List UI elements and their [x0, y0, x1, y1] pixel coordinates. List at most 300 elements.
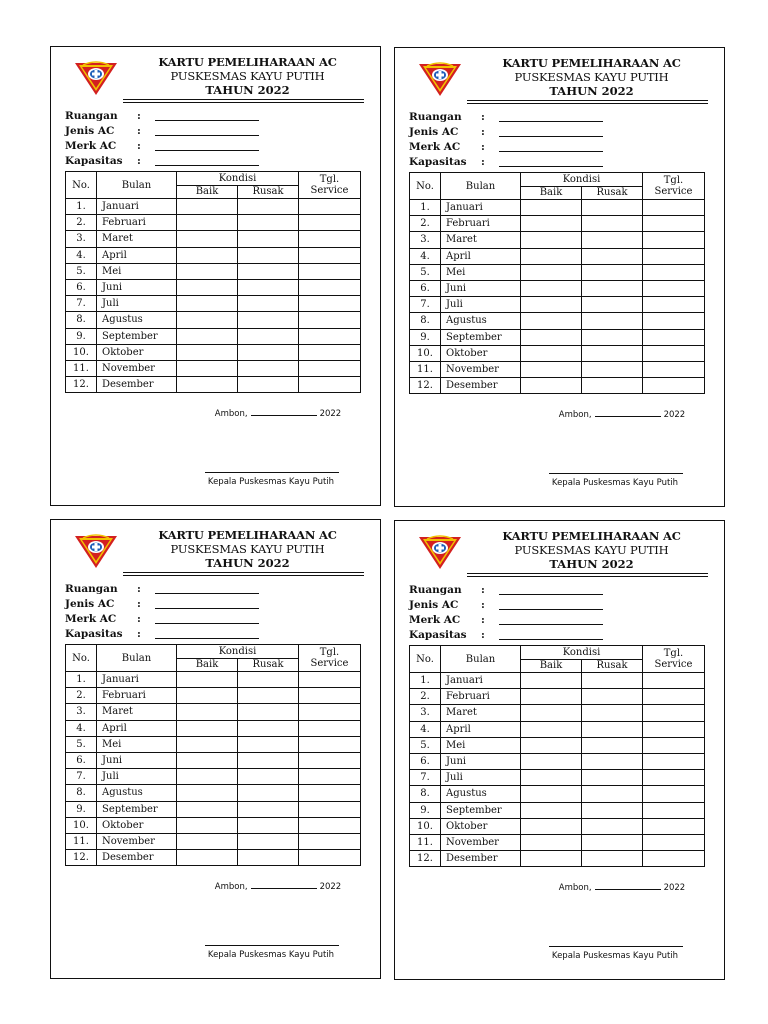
cell-baik[interactable] — [521, 248, 582, 264]
cell-tgl-service[interactable] — [299, 785, 361, 801]
cell-tgl-service[interactable] — [299, 215, 361, 231]
row-number: 7. — [66, 296, 97, 312]
cell-baik[interactable] — [521, 737, 582, 753]
cell-tgl-service[interactable] — [643, 280, 705, 296]
cell-baik[interactable] — [521, 280, 582, 296]
cell-tgl-service[interactable] — [643, 818, 705, 834]
cell-tgl-service[interactable] — [643, 200, 705, 216]
cell-tgl-service[interactable] — [643, 834, 705, 850]
table-row — [410, 216, 705, 232]
cell-baik[interactable] — [177, 360, 238, 376]
cell-baik[interactable] — [521, 834, 582, 850]
cell-rusak[interactable] — [238, 769, 299, 785]
cell-tgl-service[interactable] — [299, 360, 361, 376]
cell-tgl-service[interactable] — [299, 801, 361, 817]
row-number: 3. — [410, 705, 441, 721]
date-blank-line[interactable] — [251, 880, 317, 889]
cell-rusak[interactable] — [238, 785, 299, 801]
cell-rusak[interactable] — [238, 231, 299, 247]
row-number: 5. — [66, 736, 97, 752]
col-header-tgl-service — [643, 173, 705, 200]
row-month: Desember — [441, 851, 521, 867]
cell-tgl-service[interactable] — [643, 264, 705, 280]
cell-baik[interactable] — [177, 752, 238, 768]
col-header-tgl: Tgl. — [319, 174, 340, 185]
cell-rusak[interactable] — [582, 313, 643, 329]
row-number: 6. — [66, 279, 97, 295]
cell-rusak[interactable] — [238, 199, 299, 215]
place-label: Ambon, — [558, 410, 592, 420]
info-fields — [409, 110, 709, 170]
cell-baik[interactable] — [521, 200, 582, 216]
cell-tgl-service[interactable] — [299, 672, 361, 688]
row-month: April — [97, 247, 177, 263]
cell-rusak[interactable] — [238, 736, 299, 752]
cell-baik[interactable] — [177, 769, 238, 785]
field-colon: : — [137, 155, 141, 167]
cell-baik[interactable] — [521, 329, 582, 345]
cell-baik[interactable] — [521, 689, 582, 705]
col-header-no: No. — [66, 172, 97, 199]
maintenance-table — [409, 172, 705, 394]
field-label: Ruangan — [409, 111, 462, 123]
cell-tgl-service[interactable] — [299, 231, 361, 247]
cell-rusak[interactable] — [238, 279, 299, 295]
cell-baik[interactable] — [521, 770, 582, 786]
row-month: Februari — [97, 215, 177, 231]
field-blank-line[interactable] — [499, 639, 603, 640]
cell-baik[interactable] — [521, 297, 582, 313]
row-number: 5. — [66, 263, 97, 279]
card-year: TAHUN 2022 — [549, 84, 634, 98]
cell-baik[interactable] — [521, 705, 582, 721]
maintenance-table — [65, 644, 361, 866]
row-month: September — [441, 329, 521, 345]
cell-baik[interactable] — [177, 231, 238, 247]
field-blank-line[interactable] — [155, 608, 259, 609]
card-title: KARTU PEMELIHARAAN AC — [158, 528, 337, 542]
row-month: Juli — [97, 296, 177, 312]
signature-line[interactable] — [549, 946, 683, 947]
cell-rusak[interactable] — [582, 673, 643, 689]
card-subtitle: PUSKESMAS KAYU PUTIH — [170, 69, 325, 83]
cell-baik[interactable] — [177, 199, 238, 215]
field-label: Jenis AC — [65, 125, 115, 137]
cell-rusak[interactable] — [582, 786, 643, 802]
row-number: 8. — [410, 786, 441, 802]
cell-tgl-service[interactable] — [643, 313, 705, 329]
signature-line[interactable] — [549, 473, 683, 474]
field-label: Ruangan — [65, 583, 118, 595]
table-row — [66, 199, 361, 215]
field-colon: : — [137, 583, 141, 595]
table-body — [66, 672, 361, 866]
field-kapasitas — [65, 627, 365, 642]
cell-tgl-service[interactable] — [299, 720, 361, 736]
row-number: 11. — [66, 833, 97, 849]
row-month: Januari — [97, 199, 177, 215]
col-header-no: No. — [410, 173, 441, 200]
signature-place-date — [203, 407, 353, 419]
col-header-rusak: Rusak — [582, 659, 643, 673]
cell-tgl-service[interactable] — [643, 753, 705, 769]
field-blank-line[interactable] — [155, 120, 259, 121]
cell-baik[interactable] — [521, 818, 582, 834]
card-title: KARTU PEMELIHARAAN AC — [158, 55, 337, 69]
cell-baik[interactable] — [177, 328, 238, 344]
cell-rusak[interactable] — [582, 232, 643, 248]
cell-baik[interactable] — [521, 232, 582, 248]
field-blank-line[interactable] — [155, 593, 259, 594]
cell-rusak[interactable] — [238, 704, 299, 720]
field-jenis-ac — [409, 598, 709, 613]
cell-baik[interactable] — [177, 377, 238, 393]
col-header-tgl: Tgl. — [319, 647, 340, 658]
cell-rusak[interactable] — [238, 263, 299, 279]
table-row — [66, 736, 361, 752]
col-header-no: No. — [410, 646, 441, 673]
cell-baik[interactable] — [521, 264, 582, 280]
header-divider-thin — [467, 103, 708, 104]
field-blank-line[interactable] — [155, 150, 259, 151]
table-row — [66, 752, 361, 768]
header-divider-thin — [123, 575, 364, 576]
cell-rusak[interactable] — [238, 377, 299, 393]
signature-line[interactable] — [205, 945, 339, 946]
row-month: Desember — [97, 377, 177, 393]
cell-rusak[interactable] — [582, 345, 643, 361]
row-month: Desember — [441, 378, 521, 394]
row-number: 1. — [410, 200, 441, 216]
row-number: 3. — [66, 231, 97, 247]
row-month: Januari — [441, 200, 521, 216]
field-colon: : — [481, 111, 485, 123]
cell-baik[interactable] — [177, 850, 238, 866]
cell-baik[interactable] — [177, 801, 238, 817]
cell-baik[interactable] — [177, 296, 238, 312]
table-row — [66, 850, 361, 866]
cell-rusak[interactable] — [238, 720, 299, 736]
cell-baik[interactable] — [177, 247, 238, 263]
card-year: TAHUN 2022 — [205, 83, 290, 97]
col-header-kondisi: Kondisi — [521, 173, 643, 187]
puskesmas-emblem-icon — [417, 58, 463, 98]
row-month: Juni — [441, 280, 521, 296]
cell-rusak[interactable] — [238, 215, 299, 231]
cell-tgl-service[interactable] — [643, 345, 705, 361]
info-fields — [65, 109, 365, 169]
table-row — [410, 200, 705, 216]
cell-tgl-service[interactable] — [299, 279, 361, 295]
cell-tgl-service[interactable] — [299, 704, 361, 720]
cell-tgl-service[interactable] — [299, 688, 361, 704]
cell-baik[interactable] — [521, 673, 582, 689]
cell-baik[interactable] — [177, 263, 238, 279]
cell-tgl-service[interactable] — [299, 344, 361, 360]
cell-tgl-service[interactable] — [643, 705, 705, 721]
date-blank-line[interactable] — [595, 881, 661, 890]
cell-rusak[interactable] — [238, 817, 299, 833]
cell-rusak[interactable] — [582, 689, 643, 705]
cell-baik[interactable] — [177, 720, 238, 736]
field-ruangan — [65, 582, 365, 597]
cell-rusak[interactable] — [582, 329, 643, 345]
cell-rusak[interactable] — [582, 280, 643, 296]
row-number: 4. — [410, 248, 441, 264]
maintenance-table — [65, 171, 361, 393]
row-month: Mei — [441, 737, 521, 753]
signatory-label: Kepala Puskesmas Kayu Putih — [207, 950, 335, 960]
cell-baik[interactable] — [521, 721, 582, 737]
cell-tgl-service[interactable] — [643, 248, 705, 264]
cell-baik[interactable] — [521, 313, 582, 329]
card-header — [127, 528, 368, 570]
cell-tgl-service[interactable] — [643, 297, 705, 313]
row-number: 12. — [66, 377, 97, 393]
col-header-tgl-service — [299, 172, 361, 199]
field-blank-line[interactable] — [499, 151, 603, 152]
cell-rusak[interactable] — [582, 753, 643, 769]
cell-rusak[interactable] — [238, 833, 299, 849]
row-month: Mei — [441, 264, 521, 280]
date-blank-line[interactable] — [595, 408, 661, 417]
table-row — [410, 329, 705, 345]
col-header-service: Service — [310, 658, 349, 669]
field-colon: : — [481, 141, 485, 153]
cell-tgl-service[interactable] — [643, 232, 705, 248]
row-number: 8. — [66, 785, 97, 801]
cell-baik[interactable] — [177, 704, 238, 720]
col-header-rusak: Rusak — [238, 185, 299, 199]
cell-baik[interactable] — [177, 817, 238, 833]
row-number: 11. — [410, 834, 441, 850]
row-number: 2. — [410, 216, 441, 232]
cell-rusak[interactable] — [582, 378, 643, 394]
field-blank-line[interactable] — [499, 121, 603, 122]
card-subtitle: PUSKESMAS KAYU PUTIH — [514, 70, 669, 84]
cell-tgl-service[interactable] — [643, 851, 705, 867]
cell-rusak[interactable] — [582, 721, 643, 737]
table-row — [66, 312, 361, 328]
row-month: Mei — [97, 736, 177, 752]
row-number: 12. — [66, 850, 97, 866]
cell-rusak[interactable] — [238, 850, 299, 866]
field-blank-line[interactable] — [155, 638, 259, 639]
cell-baik[interactable] — [177, 672, 238, 688]
cell-rusak[interactable] — [582, 705, 643, 721]
cell-rusak[interactable] — [582, 802, 643, 818]
cell-tgl-service[interactable] — [299, 736, 361, 752]
table-row — [66, 720, 361, 736]
cell-tgl-service[interactable] — [299, 752, 361, 768]
info-fields — [65, 582, 365, 642]
signature-place-date — [547, 408, 697, 420]
cell-tgl-service[interactable] — [299, 817, 361, 833]
row-number: 7. — [410, 770, 441, 786]
field-blank-line[interactable] — [155, 135, 259, 136]
row-number: 6. — [66, 752, 97, 768]
field-blank-line[interactable] — [499, 594, 603, 595]
field-blank-line[interactable] — [499, 609, 603, 610]
cell-baik[interactable] — [521, 345, 582, 361]
field-blank-line[interactable] — [499, 624, 603, 625]
cell-baik[interactable] — [521, 802, 582, 818]
table-row — [410, 378, 705, 394]
cell-tgl-service[interactable] — [643, 737, 705, 753]
cell-rusak[interactable] — [582, 737, 643, 753]
cell-rusak[interactable] — [582, 770, 643, 786]
cell-tgl-service[interactable] — [643, 378, 705, 394]
place-year: 2022 — [663, 883, 686, 893]
cell-baik[interactable] — [177, 688, 238, 704]
signature-line[interactable] — [205, 472, 339, 473]
field-blank-line[interactable] — [155, 165, 259, 166]
date-blank-line[interactable] — [251, 407, 317, 416]
cell-rusak[interactable] — [582, 851, 643, 867]
table-row — [66, 328, 361, 344]
cell-tgl-service[interactable] — [643, 786, 705, 802]
cell-tgl-service[interactable] — [299, 296, 361, 312]
field-ruangan — [409, 583, 709, 598]
card-header — [471, 56, 712, 98]
cell-tgl-service[interactable] — [643, 721, 705, 737]
cell-rusak[interactable] — [582, 216, 643, 232]
row-number: 6. — [410, 280, 441, 296]
cell-baik[interactable] — [177, 833, 238, 849]
field-blank-line[interactable] — [499, 166, 603, 167]
table-row — [66, 833, 361, 849]
cell-tgl-service[interactable] — [299, 328, 361, 344]
row-month: November — [441, 834, 521, 850]
signatory-label: Kepala Puskesmas Kayu Putih — [551, 478, 679, 488]
row-month: Agustus — [97, 785, 177, 801]
cell-rusak[interactable] — [238, 752, 299, 768]
header-divider-thin — [467, 576, 708, 577]
row-number: 2. — [66, 215, 97, 231]
cell-baik[interactable] — [177, 736, 238, 752]
col-header-rusak: Rusak — [582, 186, 643, 200]
field-blank-line[interactable] — [499, 136, 603, 137]
field-label: Kapasitas — [65, 155, 123, 167]
cell-rusak[interactable] — [582, 361, 643, 377]
cell-rusak[interactable] — [238, 344, 299, 360]
cell-baik[interactable] — [177, 215, 238, 231]
cell-baik[interactable] — [521, 361, 582, 377]
cell-tgl-service[interactable] — [299, 199, 361, 215]
cell-rusak[interactable] — [238, 312, 299, 328]
field-blank-line[interactable] — [155, 623, 259, 624]
cell-tgl-service[interactable] — [643, 329, 705, 345]
row-number: 12. — [410, 851, 441, 867]
puskesmas-emblem-icon — [417, 531, 463, 571]
cell-rusak[interactable] — [582, 264, 643, 280]
cell-rusak[interactable] — [582, 834, 643, 850]
cell-tgl-service[interactable] — [643, 689, 705, 705]
row-month: Februari — [441, 216, 521, 232]
table-row — [410, 313, 705, 329]
table-row — [66, 344, 361, 360]
cell-tgl-service[interactable] — [299, 769, 361, 785]
cell-rusak[interactable] — [238, 672, 299, 688]
header-divider — [467, 573, 708, 574]
cell-tgl-service[interactable] — [643, 216, 705, 232]
cell-tgl-service[interactable] — [643, 361, 705, 377]
cell-baik[interactable] — [521, 378, 582, 394]
cell-rusak[interactable] — [238, 296, 299, 312]
cell-baik[interactable] — [521, 753, 582, 769]
table-body — [66, 199, 361, 393]
cell-tgl-service[interactable] — [299, 247, 361, 263]
cell-rusak[interactable] — [582, 297, 643, 313]
info-fields — [409, 583, 709, 643]
row-month: Maret — [97, 704, 177, 720]
field-jenis-ac — [409, 125, 709, 140]
cell-baik[interactable] — [177, 279, 238, 295]
table-row — [410, 786, 705, 802]
cell-rusak[interactable] — [238, 360, 299, 376]
cell-baik[interactable] — [521, 216, 582, 232]
cell-baik[interactable] — [521, 786, 582, 802]
place-label: Ambon, — [558, 883, 592, 893]
row-number: 9. — [410, 329, 441, 345]
row-month: Agustus — [97, 312, 177, 328]
cell-baik[interactable] — [177, 344, 238, 360]
header-divider — [467, 100, 708, 101]
cell-tgl-service[interactable] — [643, 802, 705, 818]
table-row — [66, 785, 361, 801]
cell-rusak[interactable] — [238, 328, 299, 344]
cell-tgl-service[interactable] — [299, 263, 361, 279]
field-colon: : — [481, 629, 485, 641]
cell-tgl-service[interactable] — [299, 850, 361, 866]
cell-tgl-service[interactable] — [643, 673, 705, 689]
card-header — [127, 55, 368, 97]
cell-baik[interactable] — [177, 785, 238, 801]
cell-rusak[interactable] — [238, 801, 299, 817]
cell-rusak[interactable] — [582, 248, 643, 264]
cell-rusak[interactable] — [238, 688, 299, 704]
row-number: 4. — [66, 720, 97, 736]
cell-baik[interactable] — [521, 851, 582, 867]
cell-rusak[interactable] — [582, 200, 643, 216]
row-number: 9. — [410, 802, 441, 818]
cell-tgl-service[interactable] — [299, 833, 361, 849]
field-label: Merk AC — [409, 614, 461, 626]
cell-tgl-service[interactable] — [299, 377, 361, 393]
row-month: Desember — [97, 850, 177, 866]
place-label: Ambon, — [214, 409, 248, 419]
cell-rusak[interactable] — [238, 247, 299, 263]
table-row — [410, 264, 705, 280]
table-row — [66, 263, 361, 279]
row-number: 10. — [66, 344, 97, 360]
cell-baik[interactable] — [177, 312, 238, 328]
cell-tgl-service[interactable] — [299, 312, 361, 328]
field-label: Kapasitas — [409, 629, 467, 641]
table-row — [66, 231, 361, 247]
field-kapasitas — [65, 154, 365, 169]
cell-tgl-service[interactable] — [643, 770, 705, 786]
field-merk-ac — [65, 139, 365, 154]
col-header-baik: Baik — [521, 186, 582, 200]
col-header-bulan: Bulan — [97, 645, 177, 672]
field-colon: : — [137, 628, 141, 640]
table-row — [410, 834, 705, 850]
col-header-baik: Baik — [177, 658, 238, 672]
row-month: Juli — [441, 297, 521, 313]
table-row — [410, 361, 705, 377]
cell-rusak[interactable] — [582, 818, 643, 834]
